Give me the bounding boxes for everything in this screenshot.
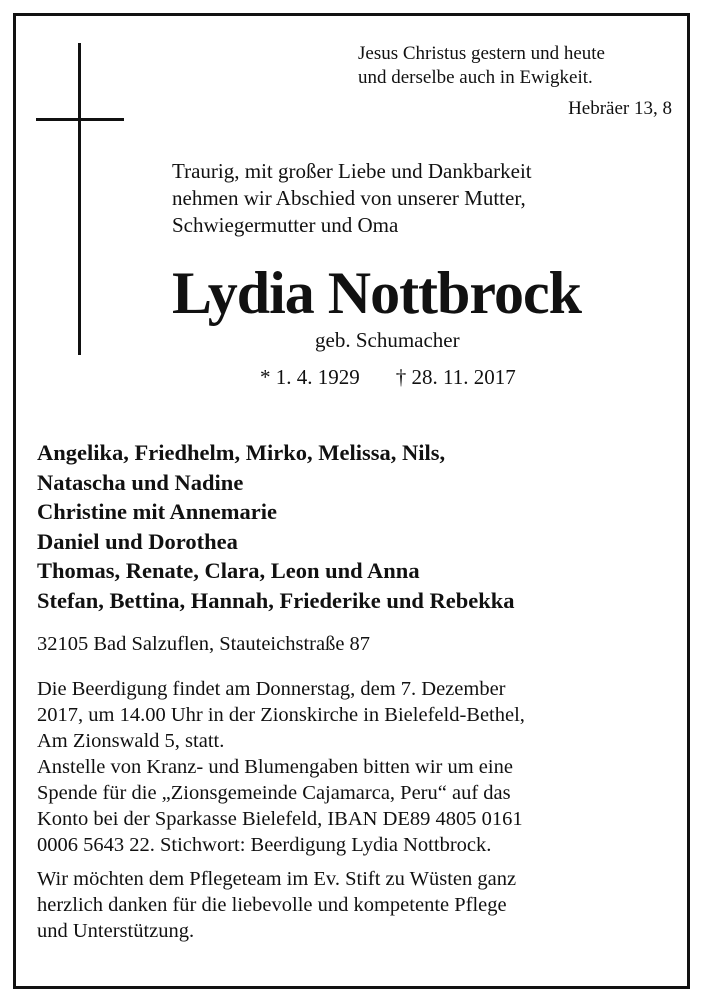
bible-quote [358, 42, 668, 90]
intro-line: Traurig, mit großer Liebe und Dankbarkeit [172, 159, 532, 183]
donation-line: Konto bei der Sparkasse Bielefeld, IBAN DE89 4805 0161 [37, 808, 523, 830]
thanks-line: Wir möchten dem Pflegeteam im Ev. Stift zu Wüsten ganz [37, 868, 517, 890]
funeral-line: Am Zionswald 5, statt. [37, 730, 225, 752]
funeral-paragraph [37, 676, 677, 754]
birth-date: * 1. 4. 1929 [260, 365, 360, 389]
intro-line: nehmen wir Abschied von unserer Mutter, [172, 186, 526, 210]
mourner-line: Christine mit Annemarie [37, 499, 277, 524]
donation-line: Spende für die „Zionsgemeinde Cajamarca, Peru“ auf das [37, 782, 511, 804]
quote-line: und derselbe auch in Ewigkeit. [358, 67, 593, 88]
mourner-line: Stefan, Bettina, Hannah, Friederike und Rebekka [37, 587, 515, 613]
cross-vertical-bar [78, 43, 81, 355]
mourner-line: Natascha und Nadine [37, 469, 244, 495]
cross-horizontal-bar [36, 118, 124, 121]
death-date: † 28. 11. 2017 [395, 365, 516, 389]
deceased-name: Lydia Nottbrock [172, 260, 581, 326]
mourner-line: Angelika, Friedhelm, Mirko, Melissa, Nils, [37, 440, 446, 465]
life-dates [260, 365, 516, 390]
intro-line: Schwiegermutter und Oma [172, 213, 399, 237]
quote-line: Jesus Christus gestern und heute [358, 43, 605, 64]
donation-line: Anstelle von Kranz- und Blumengaben bitten wir um eine [37, 756, 513, 778]
funeral-line: 2017, um 14.00 Uhr in der Zionskirche in Bielefeld-Bethel, [37, 704, 525, 726]
donation-line: 0006 5643 22. Stichwort: Beerdigung Lydia Nottbrock. [37, 834, 492, 856]
mourners-list [37, 438, 515, 615]
notice-body [37, 676, 677, 944]
donation-paragraph [37, 754, 677, 858]
intro-text [172, 158, 632, 239]
funeral-line: Die Beerdigung findet am Donnerstag, dem 7. Dezember [37, 678, 506, 700]
thanks-line: herzlich danken für die liebevolle und kompetente Pflege [37, 894, 507, 916]
thanks-line: und Unterstützung. [37, 920, 195, 942]
family-address: 32105 Bad Salzuflen, Stauteichstraße 87 [37, 633, 371, 655]
maiden-name: geb. Schumacher [315, 328, 460, 352]
thanks-paragraph [37, 866, 677, 944]
quote-reference: Hebräer 13, 8 [568, 98, 672, 119]
mourner-line: Thomas, Renate, Clara, Leon und Anna [37, 558, 420, 583]
mourner-line: Daniel und Dorothea [37, 528, 238, 554]
